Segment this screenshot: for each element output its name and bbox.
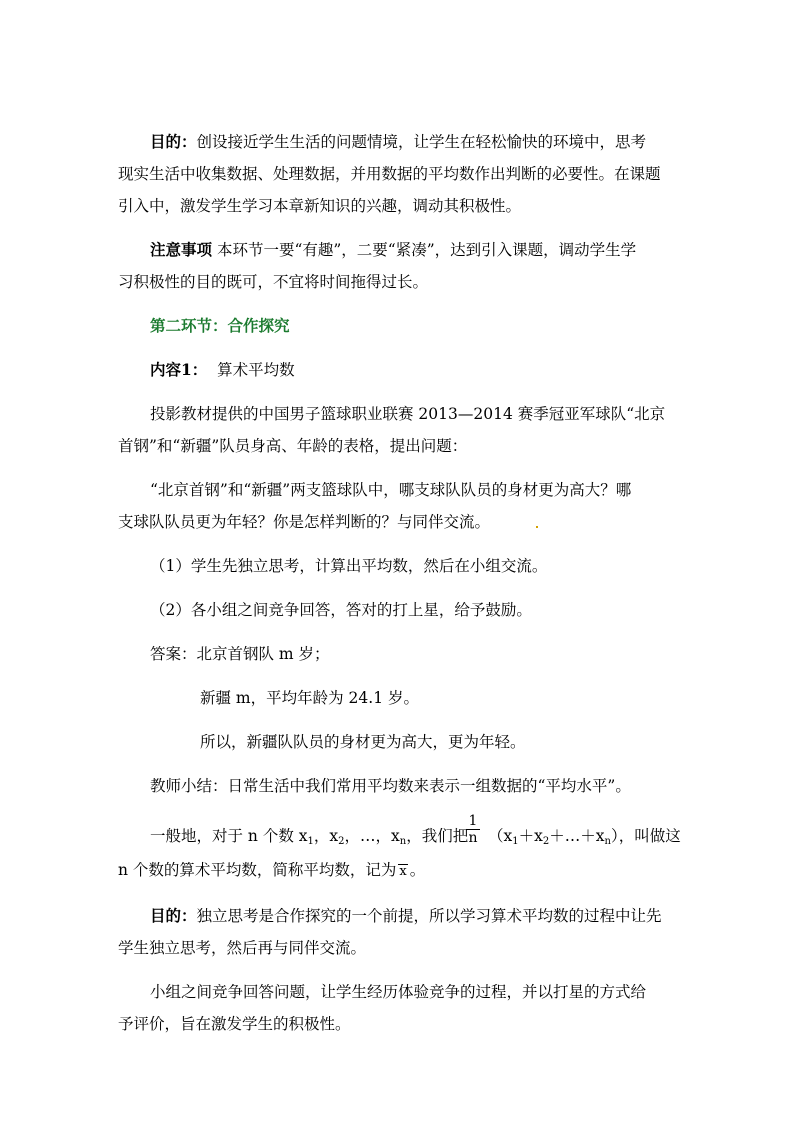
projection-line-2: 首钢”和“新疆”队员身高、年龄的表格，提出问题： — [118, 437, 468, 455]
purpose-line-3: 引入中，激发学生学习本章新知识的兴趣，调动其积极性。 — [118, 197, 522, 215]
stray-dot — [536, 526, 538, 528]
answer-line-1: 答案：北京首钢队 m 岁； — [150, 645, 330, 663]
definition-sum: $(x_1+x_2+\dots+x_n)$，叫做这 — [488, 827, 681, 847]
purpose-line-2: 现实生活中收集数据、处理数据，并用数据的平均数作出判断的必要性。在课题 — [118, 165, 661, 183]
teacher-summary: 教师小结：日常生活中我们常用平均数来表示一组数据的“平均水平”。 — [150, 777, 631, 795]
definition-line-2: n 个数的算术平均数，简称平均数，记为 x 。 — [118, 861, 426, 879]
mean-symbol: x — [399, 864, 407, 879]
note-line-1 — [150, 240, 636, 260]
section-title: 第二环节：合作探究 — [150, 316, 290, 335]
question-line-1: “北京首钢”和“新疆”两支篮球队中，哪支球队队员的身材更为高大？哪 — [150, 481, 632, 499]
content-label: 内容1： — [150, 360, 208, 379]
fraction-one-over-n: $\frac{1}{n}$ — [466, 813, 480, 846]
competition-line-2: 予评价，旨在激发学生的积极性。 — [118, 1015, 351, 1033]
note-line-2: 习积极性的目的既可，不宜将时间拖得过长。 — [118, 273, 429, 291]
purpose2-line-2: 学生独立思考，然后再与同伴交流。 — [118, 939, 367, 957]
purpose2-label: 目的： — [150, 906, 197, 925]
competition-line-1: 小组之间竞争回答问题，让学生经历体验竞争的过程，并以打星的方式给 — [150, 983, 647, 1001]
question-line-2: 支球队队员更为年轻？你是怎样判断的？与同伴交流。 — [118, 513, 491, 531]
step-2: （2）各小组之间竞争回答，答对的打上星，给予鼓励。 — [150, 601, 532, 619]
purpose-label: 目的： — [150, 132, 197, 151]
step-1: （1）学生先独立思考，计算出平均数，然后在小组交流。 — [150, 557, 548, 575]
content-title: 算术平均数 — [217, 361, 295, 379]
note-text-1: 本环节一要“有趣”，二要“紧凑”，达到引入课题，调动学生学 — [212, 241, 637, 259]
definition-line-1: 一般地，对于 n 个数 $x_1$，$x_2$，…，$x_n$，我们把 — [150, 827, 469, 847]
note-label: 注意事项 — [150, 240, 213, 259]
projection-line-1: 投影教材提供的中国男子篮球职业联赛 2013—2014 赛季冠亚军球队“北京 — [150, 405, 666, 423]
answer-line-2: 新疆 m，平均年龄为 24.1 岁。 — [200, 689, 419, 707]
purpose2-line-1: 目的：独立思考是合作探究的一个前提，所以学习算术平均数的过程中让先 — [150, 906, 662, 925]
purpose-line-1 — [150, 132, 646, 152]
content-heading — [150, 360, 295, 380]
answer-line-3: 所以，新疆队队员的身材更为高大，更为年轻。 — [200, 733, 526, 751]
purpose-text-1: 创设接近学生生活的问题情境，让学生在轻松愉快的环境中，思考 — [196, 133, 647, 151]
